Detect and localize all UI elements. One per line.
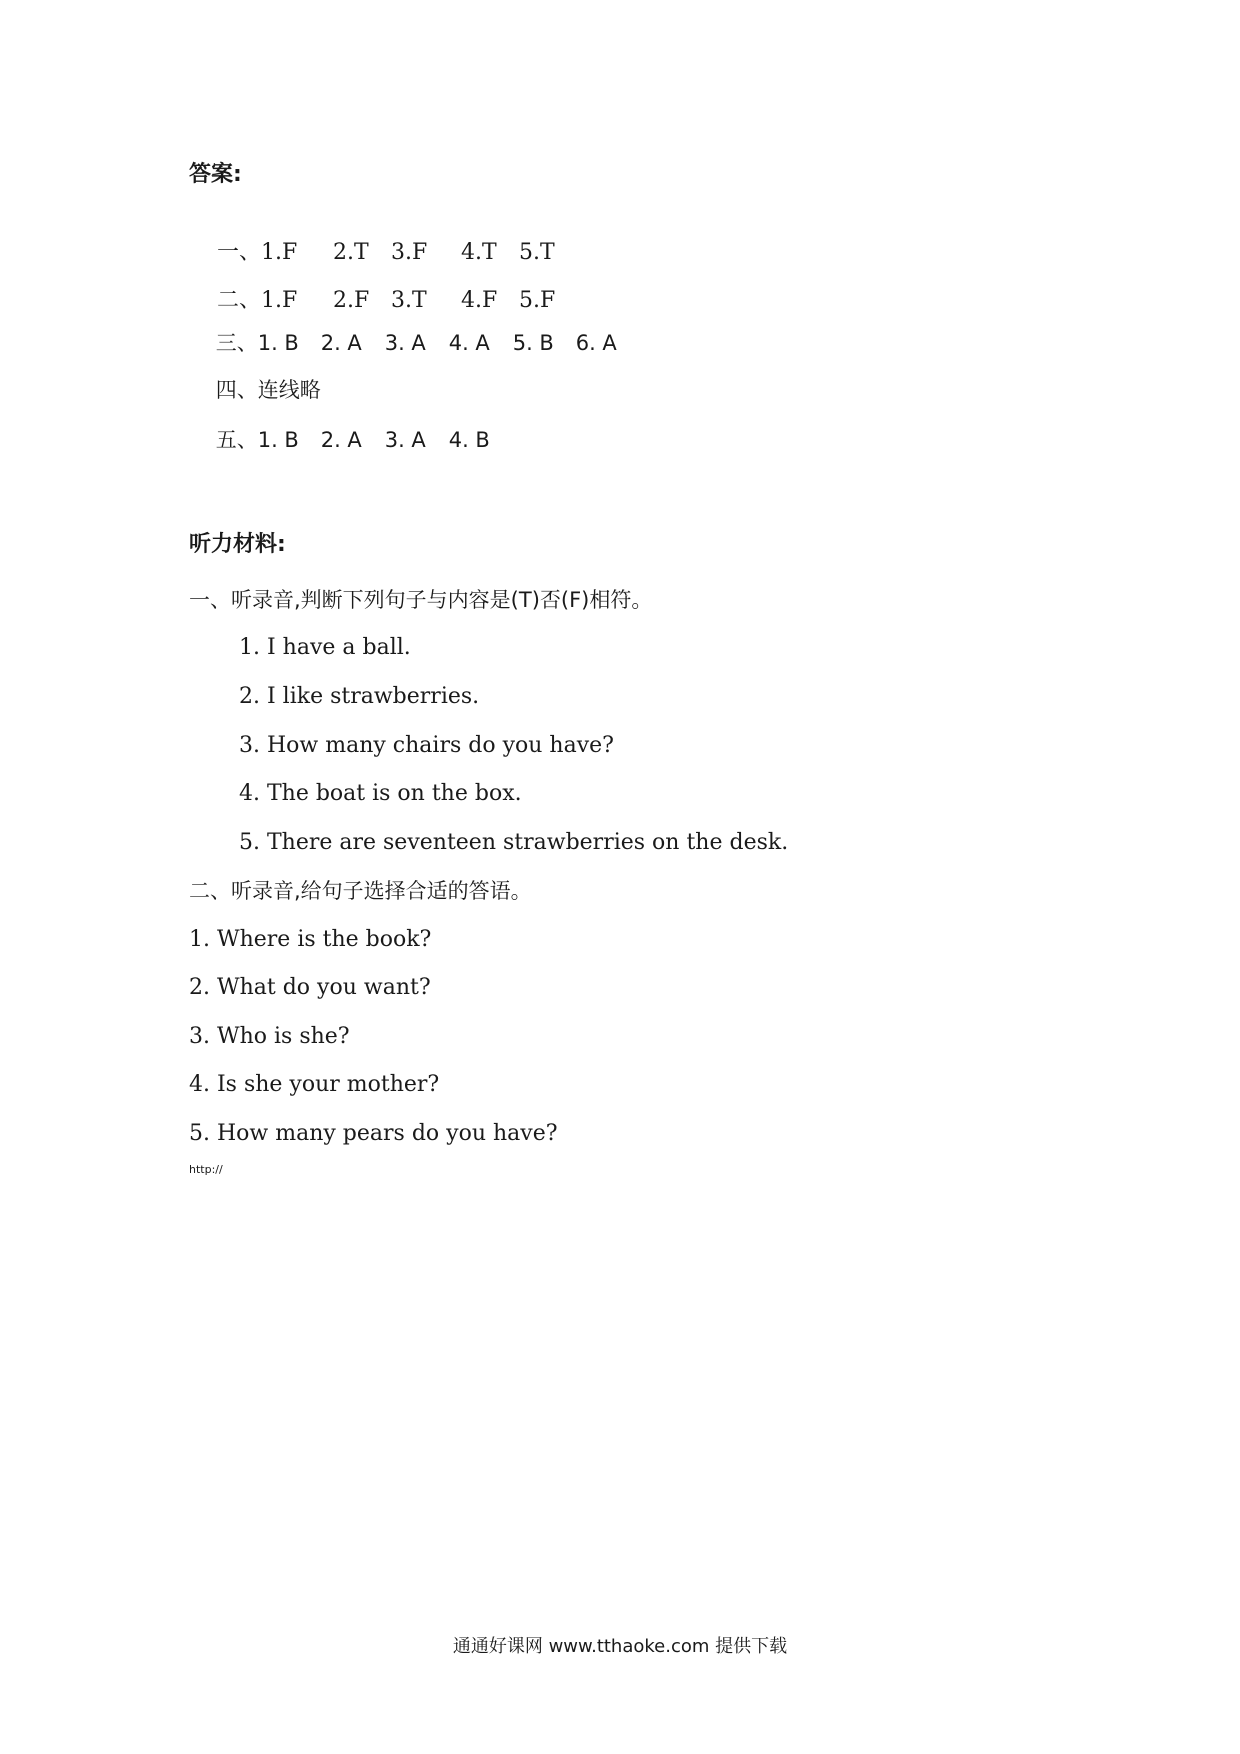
answer-row-label: 二、 <box>216 288 261 313</box>
answer-item: 2. A <box>320 331 362 355</box>
answer-item: 4. B <box>448 428 490 452</box>
answer-row-label: 四、 <box>215 378 258 402</box>
answer-item: 2. A <box>320 428 362 452</box>
listening-item: 3. Who is she? <box>189 1024 350 1049</box>
listening-item: 1. I have a ball. <box>239 635 411 660</box>
answer-item: 5.T <box>519 240 555 265</box>
answer-item: 1. B <box>257 331 299 355</box>
listening-section-1-title: 一、听录音,判断下列句子与内容是(T)否(F)相符。 <box>189 588 653 612</box>
answer-row-label: 五、 <box>215 428 258 452</box>
answer-item: 3. A <box>384 331 426 355</box>
listening-item: 4. The boat is on the box. <box>239 781 522 806</box>
answer-row-label: 三、 <box>215 331 258 355</box>
listening-item: 5. There are seventeen strawberries on the desk. <box>239 830 789 855</box>
answer-item: 4.T <box>461 240 497 265</box>
listening-item: 5. How many pears do you have? <box>189 1121 558 1146</box>
answer-item: 4.F <box>461 288 498 313</box>
listening-item: 2. I like strawberries. <box>239 684 480 709</box>
answer-item: 1.F <box>261 240 298 265</box>
listening-item: 1. Where is the book? <box>189 927 432 952</box>
answer-item: 2.F <box>333 288 370 313</box>
listening-item: 3. How many chairs do you have? <box>239 733 614 758</box>
answer-item: 5.F <box>519 288 556 313</box>
answer-item: 4. A <box>448 331 490 355</box>
answers-heading: 答案: <box>189 162 242 187</box>
listening-item: 2. What do you want? <box>189 975 431 1000</box>
answer-item: 3.F <box>391 240 428 265</box>
url-note: http:// <box>189 1163 223 1176</box>
answer-item: 3. A <box>384 428 426 452</box>
answer-item: 3.T <box>391 288 427 313</box>
listening-item: 4. Is she your mother? <box>189 1072 440 1097</box>
answer-item: 2.T <box>333 240 369 265</box>
listening-heading: 听力材料: <box>189 532 286 557</box>
answer-item: 1.F <box>261 288 298 313</box>
answer-item: 1. B <box>257 428 299 452</box>
page-footer: 通通好课网 www.tthaoke.com 提供下载 <box>452 1636 788 1657</box>
answer-row-label: 一、 <box>216 240 261 265</box>
answer-row-5 <box>189 395 490 485</box>
listening-section-2-title: 二、听录音,给句子选择合适的答语。 <box>189 879 532 903</box>
answer-text: 连线略 <box>257 378 321 402</box>
answer-item: 6. A <box>575 331 617 355</box>
answer-item: 5. B <box>512 331 554 355</box>
